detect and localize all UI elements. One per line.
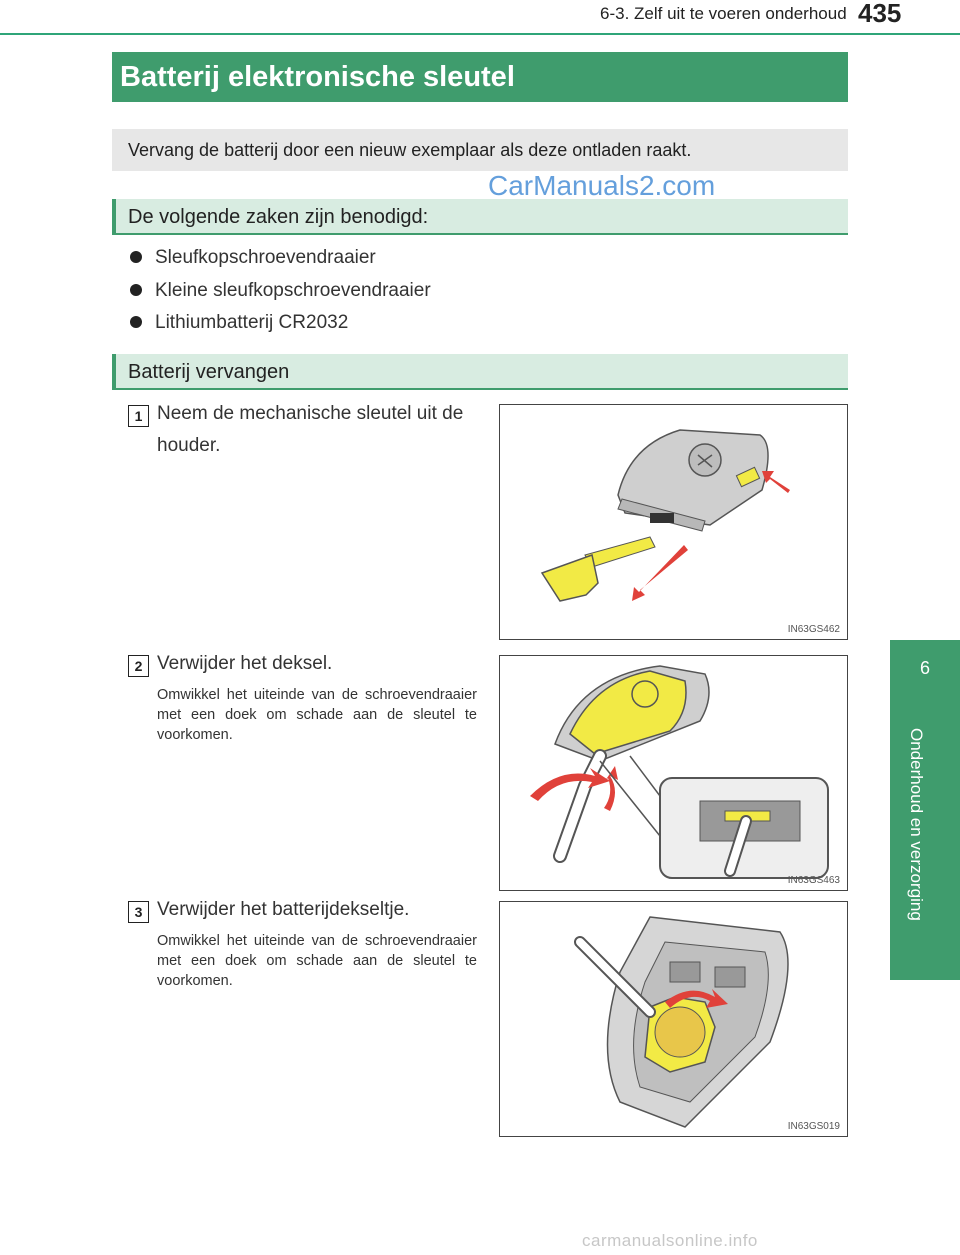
figure-remove-mechanical-key <box>499 404 848 640</box>
intro-text: Vervang de batterij door een nieuw exemplaar als deze ontladen raakt. <box>112 129 848 171</box>
bullet-icon <box>130 251 142 263</box>
footer-watermark: carmanualsonline.info <box>582 1231 758 1250</box>
figure-code: IN63GS019 <box>787 1121 840 1132</box>
header-rule <box>0 33 960 35</box>
step-number-1: 1 <box>128 405 149 427</box>
figure-remove-cover <box>499 655 848 891</box>
chapter-side-tab[interactable] <box>890 640 960 980</box>
replace-heading: Batterij vervangen <box>112 354 848 390</box>
figure-code: IN63GS462 <box>787 624 840 635</box>
step-number-3: 3 <box>128 901 149 923</box>
step-note-2: Omwikkel het uiteinde van de schroevendraaier met een doek om schade aan de sleutel te voorkomen. <box>157 687 477 743</box>
step-text-3: Verwijder het batterijdekseltje. <box>157 899 410 920</box>
page-title: Batterij elektronische sleutel <box>112 52 848 102</box>
list-item: Lithiumbatterij CR2032 <box>130 312 348 334</box>
header-section-title: 6-3. Zelf uit te voeren onderhoud <box>600 4 847 23</box>
bullet-icon <box>130 284 142 296</box>
chapter-label: Onderhoud en verzorging <box>907 728 926 921</box>
step-note-3: Omwikkel het uiteinde van de schroevendraaier met een doek om schade aan de sleutel te voorkomen. <box>157 933 477 989</box>
step-text-2: Verwijder het deksel. <box>157 653 333 674</box>
chapter-number: 6 <box>919 658 930 678</box>
figure-remove-battery-cover <box>499 901 848 1137</box>
step-number-2: 2 <box>128 655 149 677</box>
bullet-icon <box>130 316 142 328</box>
figure-code: IN63GS463 <box>787 875 840 886</box>
list-item: Sleufkopschroevendraaier <box>130 247 376 269</box>
step-text-1: Neem de mechanische sleutel uit de houder. <box>157 403 464 456</box>
list-item: Kleine sleufkopschroevendraaier <box>130 280 431 302</box>
page-number: 435 <box>858 0 902 28</box>
watermark-text: CarManuals2.com <box>488 170 716 201</box>
needed-heading: De volgende zaken zijn benodigd: <box>112 199 848 235</box>
